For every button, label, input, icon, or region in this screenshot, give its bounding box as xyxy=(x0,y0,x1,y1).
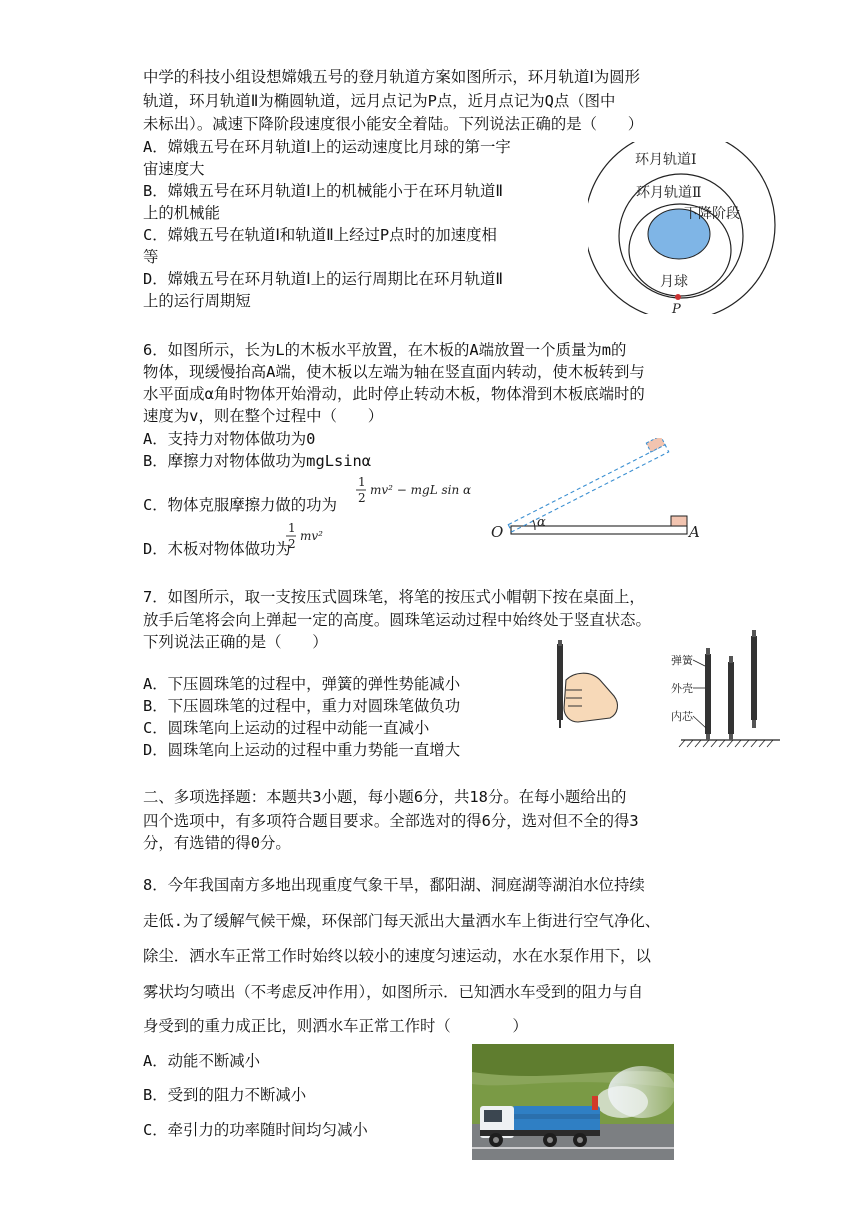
core-label: 内芯 xyxy=(671,710,693,723)
q6-option-d-formula xyxy=(282,517,352,557)
pen-body xyxy=(557,644,563,720)
section-2-line-2: 四个选项中，有多项符合题目要求。全部选对的得6分，选对但不全的得3 xyxy=(143,812,639,830)
q8-stem-line-5: 身受到的重力成正比，则洒水车正常工作时（ ） xyxy=(143,1017,528,1035)
q5-option-a: A．嫦娥五号在环月轨道Ⅰ上的运动速度比月球的第一宇 xyxy=(143,138,511,156)
q6-stem-line-1: 6．如图所示，长为L的木板水平放置，在木板的A端放置一个质量为m的 xyxy=(143,341,627,359)
pen-1 xyxy=(705,648,711,740)
q5-stem-line-2: 轨道，环月轨道Ⅱ为椭圆轨道，远月点记为P点，近月点记为Q点（图中 xyxy=(143,92,616,110)
orbit-2-label: 环月轨道Ⅱ xyxy=(636,185,702,201)
descent-label: 下降阶段 xyxy=(684,206,740,222)
q5-option-d: D．嫦娥五号在环月轨道Ⅰ上的运行周期比在环月轨道Ⅱ xyxy=(143,270,503,288)
q5-option-c: C．嫦娥五号在轨道Ⅰ和轨道Ⅱ上经过P点时的加速度相 xyxy=(143,226,497,244)
q5-option-c-cont: 等 xyxy=(143,248,159,266)
q8-stem-line-1: 8．今年我国南方多地出现重度气象干旱，鄱阳湖、洞庭湖等湖泊水位持续 xyxy=(143,876,645,894)
fraction-numerator: 1 xyxy=(358,475,366,489)
q7-option-a: A．下压圆珠笔的过程中，弹簧的弹性势能减小 xyxy=(143,675,461,693)
q5-option-d-cont: 上的运行周期短 xyxy=(143,292,251,310)
fraction-numerator-d: 1 xyxy=(288,521,296,535)
block-at-a xyxy=(671,516,687,526)
q5-stem-line-1: 中学的科技小组设想嫦娥五号的登月轨道方案如图所示，环月轨道Ⅰ为圆形 xyxy=(143,68,641,86)
q8-stem-line-3: 除尘．洒水车正常工作时始终以较小的速度匀速运动，水在水泵作用下，以 xyxy=(143,947,651,965)
q5-option-a-cont: 宙速度大 xyxy=(143,160,205,178)
q6-stem-line-4: 速度为v，则在整个过程中（ ） xyxy=(143,407,384,425)
q5-option-b: B．嫦娥五号在环月轨道Ⅰ上的机械能小于在环月轨道Ⅱ xyxy=(143,182,503,200)
q6-option-a: A．支持力对物体做功为0 xyxy=(143,430,316,448)
fraction-denominator-d: 2 xyxy=(288,537,296,551)
section-2-line-3: 分，有选错的得0分。 xyxy=(143,834,291,852)
q5-stem-line-3: 未标出）。减速下降阶段速度很小能安全着陆。下列说法正确的是（ ） xyxy=(143,115,644,133)
q5-option-b-cont: 上的机械能 xyxy=(143,204,220,222)
formula-d-text: mv² xyxy=(300,529,323,543)
section-2-heading: 二、多项选择题：本题共3小题，每小题6分，共18分。在每小题给出的 xyxy=(143,788,627,806)
q8-option-b: B．受到的阻力不断减小 xyxy=(143,1086,307,1104)
q8-stem-line-2: 走低.为了缓解气候干燥，环保部门每天派出大量洒水车上街进行空气净化、 xyxy=(143,912,661,930)
hand-pressing-pen xyxy=(548,640,630,730)
formula-c-text: mv² − mgL sin α xyxy=(370,483,472,497)
shell-label: 外壳 xyxy=(671,682,693,695)
moon-label: 月球 xyxy=(660,274,688,290)
point-p-label: P xyxy=(672,302,681,314)
pen-spring-diagram xyxy=(665,628,785,750)
q6-stem-line-2: 物体，现缓慢抬高A端，使木板以左端为轴在竖直面内转动，使木板转到与 xyxy=(143,363,645,381)
orbit-diagram xyxy=(588,142,798,314)
spring-label: 弹簧 xyxy=(671,654,693,667)
orbit-1-label: 环月轨道Ⅰ xyxy=(635,152,697,168)
pen-2 xyxy=(728,656,734,740)
q7-option-c: C．圆珠笔向上运动的过程中动能一直减小 xyxy=(143,719,430,737)
q7-stem-line-2: 放手后笔将会向上弹起一定的高度。圆珠笔运动过程中始终处于竖直状态。 xyxy=(143,611,651,629)
q8-option-c: C．牵引力的功率随时间均匀减小 xyxy=(143,1121,368,1139)
q7-stem-line-3: 下列说法正确的是（ ） xyxy=(143,633,328,651)
q7-option-b: B．下压圆珠笔的过程中，重力对圆珠笔做负功 xyxy=(143,697,461,715)
q7-stem-line-1: 7．如图所示，取一支按压式圆珠笔，将笔的按压式小帽朝下按在桌面上， xyxy=(143,588,645,606)
q6-stem-line-3: 水平面成α角时物体开始滑动，此时停止转动木板，物体滑到木板底端时的 xyxy=(143,385,645,403)
alpha-label: α xyxy=(537,515,546,530)
q8-stem-line-4: 雾状均匀喷出（不考虑反冲作用），如图所示．已知洒水车受到的阻力与自 xyxy=(143,983,644,1001)
point-p-dot xyxy=(675,294,681,300)
q8-option-a: A．动能不断减小 xyxy=(143,1052,261,1070)
fraction-denominator: 2 xyxy=(358,491,366,505)
q6-option-c: C．物体克服摩擦力做的功为 xyxy=(143,496,337,514)
q6-option-c-formula xyxy=(350,470,480,512)
incline-board-diagram xyxy=(485,438,710,548)
pen-3 xyxy=(751,630,757,728)
point-o-label: O xyxy=(491,523,504,541)
q7-option-d: D．圆珠笔向上运动的过程中重力势能一直增大 xyxy=(143,741,461,759)
tilted-board xyxy=(504,438,669,532)
sprinkler-truck-photo xyxy=(472,1044,674,1160)
q6-option-b: B．摩擦力对物体做功为mgLsinα xyxy=(143,452,372,470)
point-a-label: A xyxy=(689,523,700,541)
q6-option-d: D．木板对物体做功为 xyxy=(143,540,291,558)
